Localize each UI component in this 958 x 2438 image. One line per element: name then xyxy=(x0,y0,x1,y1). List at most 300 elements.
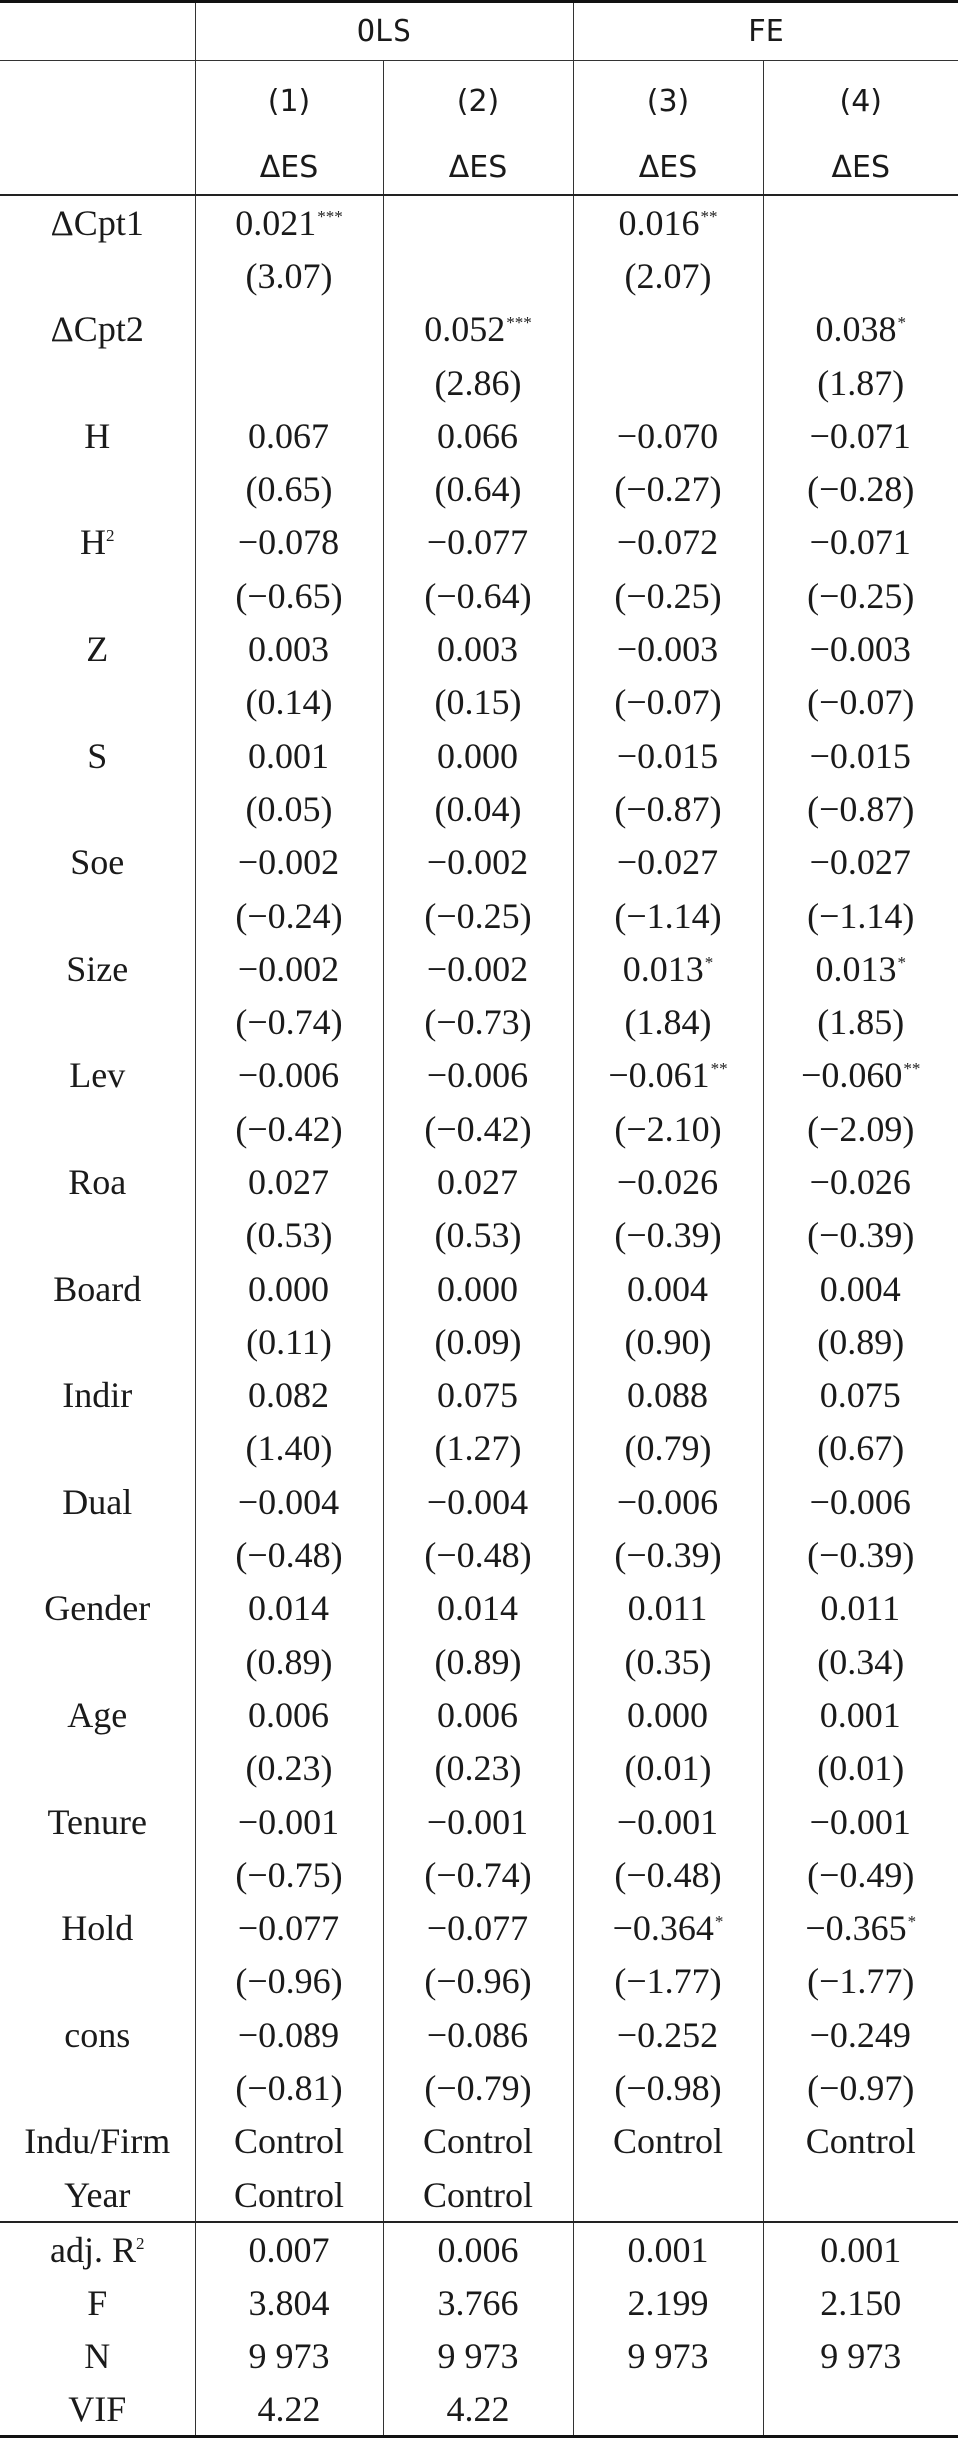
t-statistic-cell: (−1.14) xyxy=(573,889,763,942)
significance-stars: ** xyxy=(700,206,718,226)
t-statistic-cell: (−0.24) xyxy=(195,889,383,942)
coefficient-cell xyxy=(573,1475,763,1528)
coefficient-value: 0.000 xyxy=(627,1694,708,1735)
variable-label xyxy=(0,1262,195,1315)
control-label: Year xyxy=(0,2168,195,2222)
coefficient-value: 0.075 xyxy=(437,1375,518,1416)
statistic-cell: 9 973 xyxy=(195,2329,383,2382)
statistic-cell xyxy=(573,2382,763,2437)
coefficient-value: 0.027 xyxy=(248,1161,329,1202)
significance-stars: *** xyxy=(506,313,532,333)
control-cell xyxy=(573,2168,763,2222)
coefficient-cell xyxy=(573,1155,763,1208)
row-label-text: Hold xyxy=(61,1908,134,1949)
row-label-text: Lev xyxy=(69,1055,126,1096)
variable-label xyxy=(0,516,195,569)
coefficient-row xyxy=(0,516,958,569)
t-statistic-cell: (−0.39) xyxy=(573,1209,763,1262)
coefficient-cell xyxy=(573,836,763,889)
t-statistic-row xyxy=(0,249,958,302)
t-statistic-cell: (−0.79) xyxy=(383,2061,573,2114)
t-statistic-cell: (0.01) xyxy=(573,1742,763,1795)
control-cell: Control xyxy=(763,2115,958,2168)
t-statistic-cell xyxy=(383,249,573,302)
t-statistic-row xyxy=(0,1102,958,1155)
t-statistic-cell: (0.65) xyxy=(195,462,383,515)
coefficient-value: −0.252 xyxy=(616,2014,719,2055)
coefficient-row xyxy=(0,1582,958,1635)
coefficient-value: −0.002 xyxy=(237,842,340,883)
coefficient-value: −0.077 xyxy=(426,1908,529,1949)
coefficient-value: 0.001 xyxy=(819,1694,901,1735)
coefficient-cell xyxy=(195,942,383,995)
variable-label xyxy=(0,1155,195,1208)
coefficient-value: −0.089 xyxy=(237,2014,340,2055)
variable-label xyxy=(0,1369,195,1422)
blank-label-cell xyxy=(0,889,195,942)
coefficient-cell xyxy=(383,942,573,995)
coefficient-cell xyxy=(383,516,573,569)
row-label-text: Dual xyxy=(62,1481,133,1522)
coefficient-cell xyxy=(383,1795,573,1848)
t-statistic-cell: (−0.87) xyxy=(763,782,958,835)
t-statistic-cell: (−0.48) xyxy=(195,1528,383,1581)
blank-label-cell xyxy=(0,1315,195,1368)
coefficient-cell xyxy=(573,195,763,249)
blank-label-cell xyxy=(0,462,195,515)
coefficient-value: 0.006 xyxy=(437,1694,518,1735)
coefficient-cell xyxy=(763,1902,958,1955)
coefficient-value: −0.015 xyxy=(809,735,911,776)
t-statistic-cell: (−0.28) xyxy=(763,462,958,515)
t-statistic-cell: (2.07) xyxy=(573,249,763,302)
control-cell: Control xyxy=(195,2168,383,2222)
header-blank-cell xyxy=(0,141,195,195)
t-statistic-cell: (−0.42) xyxy=(383,1102,573,1155)
statistic-cell: 0.006 xyxy=(383,2222,573,2276)
t-statistic-row xyxy=(0,1528,958,1581)
statistic-cell: 9 973 xyxy=(573,2329,763,2382)
coefficient-value: 0.088 xyxy=(627,1375,708,1416)
control-cell: Control xyxy=(195,2115,383,2168)
blank-label-cell xyxy=(0,249,195,302)
coefficient-value: 0.000 xyxy=(437,1268,518,1309)
coefficient-cell xyxy=(195,1262,383,1315)
coefficient-value: 0.052 xyxy=(424,309,506,350)
label-superscript: 2 xyxy=(136,2233,145,2253)
coefficient-value: 0.075 xyxy=(819,1375,901,1416)
t-statistic-cell: (−0.64) xyxy=(383,569,573,622)
significance-stars: * xyxy=(907,1912,917,1932)
column-number-header: (2) xyxy=(383,61,573,142)
statistic-label xyxy=(0,2276,195,2329)
coefficient-row xyxy=(0,195,958,249)
t-statistic-row xyxy=(0,1635,958,1688)
coefficient-value: −0.004 xyxy=(237,1481,340,1522)
t-statistic-row xyxy=(0,356,958,409)
coefficient-value: −0.060 xyxy=(801,1055,903,1096)
coefficient-value: −0.003 xyxy=(809,629,911,670)
statistic-cell: 4.22 xyxy=(195,2382,383,2437)
t-statistic-cell: (−0.97) xyxy=(763,2061,958,2114)
coefficient-value: −0.026 xyxy=(809,1161,911,1202)
dependent-variable-header: ΔES xyxy=(195,141,383,195)
blank-label-cell xyxy=(0,782,195,835)
coefficient-row xyxy=(0,622,958,675)
t-statistic-cell: (−0.49) xyxy=(763,1848,958,1901)
coefficient-value: 0.016 xyxy=(618,202,700,243)
coefficient-row xyxy=(0,729,958,782)
t-statistic-cell: (1.84) xyxy=(573,995,763,1048)
coefficient-cell xyxy=(383,1582,573,1635)
statistic-cell xyxy=(763,2382,958,2437)
coefficient-cell xyxy=(383,1475,573,1528)
t-statistic-cell xyxy=(573,356,763,409)
statistic-label xyxy=(0,2382,195,2437)
t-statistic-row xyxy=(0,462,958,515)
t-statistic-cell: (−0.74) xyxy=(195,995,383,1048)
t-statistic-cell: (1.85) xyxy=(763,995,958,1048)
t-statistic-cell: (0.01) xyxy=(763,1742,958,1795)
t-statistic-cell: (0.04) xyxy=(383,782,573,835)
t-statistic-cell: (−0.25) xyxy=(763,569,958,622)
coefficient-value: 0.001 xyxy=(248,735,329,776)
group-header-fe: FE xyxy=(573,2,958,61)
variable-label xyxy=(0,195,195,249)
row-label-text: Roa xyxy=(68,1161,127,1202)
control-cell xyxy=(763,2168,958,2222)
coefficient-cell xyxy=(763,1369,958,1422)
coefficient-cell xyxy=(195,1688,383,1741)
t-statistic-cell: (−0.74) xyxy=(383,1848,573,1901)
coefficient-row xyxy=(0,1795,958,1848)
coefficient-cell xyxy=(383,303,573,356)
coefficient-value: 0.003 xyxy=(437,629,518,670)
statistic-row xyxy=(0,2276,958,2329)
coefficient-cell xyxy=(573,1795,763,1848)
coefficient-value: −0.061 xyxy=(608,1055,710,1096)
statistic-label xyxy=(0,2222,195,2276)
blank-label-cell xyxy=(0,356,195,409)
row-label-text: cons xyxy=(64,2014,131,2055)
significance-stars: * xyxy=(714,1912,724,1932)
coefficient-cell xyxy=(195,195,383,249)
coefficient-cell xyxy=(573,303,763,356)
t-statistic-cell: (−0.39) xyxy=(763,1528,958,1581)
row-label-text: Gender xyxy=(44,1588,151,1629)
blank-label-cell xyxy=(0,1422,195,1475)
t-statistic-row xyxy=(0,1315,958,1368)
coefficient-cell xyxy=(763,729,958,782)
coefficient-value: −0.006 xyxy=(809,1481,911,1522)
coefficient-cell xyxy=(573,409,763,462)
blank-label-cell xyxy=(0,1742,195,1795)
significance-stars: *** xyxy=(317,206,343,226)
statistic-label xyxy=(0,2329,195,2382)
t-statistic-row xyxy=(0,1422,958,1475)
coefficient-value: −0.026 xyxy=(616,1161,719,1202)
t-statistic-row xyxy=(0,1848,958,1901)
row-label-text: adj. R xyxy=(50,2229,136,2270)
variable-label xyxy=(0,1049,195,1102)
coefficient-value: 0.014 xyxy=(248,1588,329,1629)
statistic-row xyxy=(0,2329,958,2382)
t-statistic-cell xyxy=(763,249,958,302)
t-statistic-cell: (−0.39) xyxy=(573,1528,763,1581)
statistic-cell: 9 973 xyxy=(383,2329,573,2382)
row-label-text: Tenure xyxy=(47,1801,147,1842)
statistic-cell: 0.007 xyxy=(195,2222,383,2276)
coefficient-cell xyxy=(195,1795,383,1848)
coefficient-value: 0.011 xyxy=(627,1588,708,1629)
coefficient-cell xyxy=(195,836,383,889)
t-statistic-cell: (0.09) xyxy=(383,1315,573,1368)
variable-label xyxy=(0,729,195,782)
variable-label xyxy=(0,409,195,462)
coefficient-value: −0.001 xyxy=(426,1801,529,1842)
coefficient-value: 0.000 xyxy=(437,735,518,776)
coefficient-value: 0.013 xyxy=(815,948,897,989)
t-statistic-cell: (−0.87) xyxy=(573,782,763,835)
t-statistic-row xyxy=(0,782,958,835)
row-label-text: ΔCpt1 xyxy=(50,202,144,243)
variable-label xyxy=(0,1475,195,1528)
column-number-header: (1) xyxy=(195,61,383,142)
t-statistic-cell: (−0.96) xyxy=(383,1955,573,2008)
coefficient-cell xyxy=(763,1475,958,1528)
coefficient-value: −0.072 xyxy=(616,522,719,563)
row-label-text: Soe xyxy=(70,842,125,883)
variable-label xyxy=(0,2008,195,2061)
t-statistic-row xyxy=(0,676,958,729)
row-label-text: S xyxy=(87,735,108,776)
significance-stars: ** xyxy=(903,1059,921,1079)
coefficient-value: 0.004 xyxy=(819,1268,901,1309)
blank-label-cell xyxy=(0,1635,195,1688)
t-statistic-cell: (−0.98) xyxy=(573,2061,763,2114)
coefficient-cell xyxy=(195,2008,383,2061)
coefficient-value: −0.027 xyxy=(809,842,911,883)
coefficient-value: −0.027 xyxy=(616,842,719,883)
coefficient-value: 0.021 xyxy=(235,202,317,243)
header-corner-cell xyxy=(0,2,195,61)
coefficient-value: −0.077 xyxy=(237,1908,340,1949)
blank-label-cell xyxy=(0,1528,195,1581)
t-statistic-cell: (0.89) xyxy=(383,1635,573,1688)
significance-stars: * xyxy=(897,952,906,972)
coefficient-value: −0.006 xyxy=(237,1055,340,1096)
coefficient-value: −0.071 xyxy=(809,415,911,456)
coefficient-cell xyxy=(195,1582,383,1635)
dependent-variable-header: ΔES xyxy=(573,141,763,195)
statistic-cell: 0.001 xyxy=(763,2222,958,2276)
statistic-cell: 2.199 xyxy=(573,2276,763,2329)
coefficient-cell xyxy=(763,2008,958,2061)
blank-label-cell xyxy=(0,676,195,729)
control-cell: Control xyxy=(383,2168,573,2222)
coefficient-cell xyxy=(573,2008,763,2061)
t-statistic-cell: (−2.09) xyxy=(763,1102,958,1155)
coefficient-value: 0.013 xyxy=(622,948,704,989)
statistic-cell: 9 973 xyxy=(763,2329,958,2382)
t-statistic-cell xyxy=(195,356,383,409)
coefficient-cell xyxy=(195,729,383,782)
coefficient-row xyxy=(0,836,958,889)
t-statistic-cell: (−0.48) xyxy=(573,1848,763,1901)
t-statistic-cell: (0.89) xyxy=(195,1635,383,1688)
coefficient-row xyxy=(0,303,958,356)
blank-label-cell xyxy=(0,1102,195,1155)
coefficient-cell xyxy=(383,1902,573,1955)
coefficient-row xyxy=(0,1688,958,1741)
blank-label-cell xyxy=(0,1209,195,1262)
row-label-text: H xyxy=(84,415,111,456)
blank-label-cell xyxy=(0,569,195,622)
row-label-text: Size xyxy=(66,948,129,989)
coefficient-row xyxy=(0,1049,958,1102)
t-statistic-cell: (1.27) xyxy=(383,1422,573,1475)
t-statistic-cell: (−0.48) xyxy=(383,1528,573,1581)
coefficient-value: −0.077 xyxy=(426,522,529,563)
t-statistic-cell: (−0.25) xyxy=(573,569,763,622)
coefficient-cell xyxy=(383,409,573,462)
coefficient-cell xyxy=(573,1902,763,1955)
control-row xyxy=(0,2115,958,2168)
coefficient-row xyxy=(0,409,958,462)
coefficient-row xyxy=(0,1369,958,1422)
coefficient-cell xyxy=(383,1369,573,1422)
t-statistic-cell: (0.89) xyxy=(763,1315,958,1368)
row-label-text: VIF xyxy=(68,2388,127,2429)
coefficient-cell xyxy=(195,1369,383,1422)
t-statistic-cell: (−0.07) xyxy=(573,676,763,729)
t-statistic-cell: (0.23) xyxy=(195,1742,383,1795)
coefficient-cell xyxy=(383,1049,573,1102)
coefficient-cell xyxy=(763,1049,958,1102)
t-statistic-row xyxy=(0,995,958,1048)
coefficient-cell xyxy=(195,1049,383,1102)
t-statistic-cell: (−0.96) xyxy=(195,1955,383,2008)
coefficient-value: 0.067 xyxy=(248,415,329,456)
header-columns-row xyxy=(0,61,958,142)
coefficient-value: −0.002 xyxy=(426,842,529,883)
dependent-variable-header: ΔES xyxy=(763,141,958,195)
coefficient-value: −0.070 xyxy=(616,415,719,456)
coefficient-value: −0.006 xyxy=(426,1055,529,1096)
coefficient-cell xyxy=(763,1155,958,1208)
t-statistic-cell: (0.14) xyxy=(195,676,383,729)
coefficient-cell xyxy=(573,516,763,569)
t-statistic-row xyxy=(0,569,958,622)
header-blank-cell xyxy=(0,61,195,142)
coefficient-row xyxy=(0,1262,958,1315)
control-label: Indu/Firm xyxy=(24,2121,171,2162)
coefficient-value: 0.011 xyxy=(820,1588,901,1629)
row-label-text: F xyxy=(87,2282,108,2323)
row-label-text: H xyxy=(80,522,106,563)
coefficient-value: 0.004 xyxy=(627,1268,708,1309)
coefficient-cell xyxy=(195,516,383,569)
coefficient-value: −0.071 xyxy=(809,522,911,563)
t-statistic-cell: (1.87) xyxy=(763,356,958,409)
statistic-row xyxy=(0,2382,958,2437)
row-label-text: Indir xyxy=(62,1375,133,1416)
coefficient-row xyxy=(0,1902,958,1955)
significance-stars: * xyxy=(897,313,906,333)
coefficient-cell xyxy=(763,1795,958,1848)
coefficient-value: −0.001 xyxy=(616,1801,719,1842)
t-statistic-row xyxy=(0,889,958,942)
coefficient-cell xyxy=(383,1155,573,1208)
significance-stars: * xyxy=(704,952,714,972)
coefficient-value: −0.364 xyxy=(612,1908,714,1949)
coefficient-cell xyxy=(763,195,958,249)
t-statistic-cell: (−0.81) xyxy=(195,2061,383,2114)
row-label-text: N xyxy=(84,2335,111,2376)
coefficient-cell xyxy=(383,195,573,249)
t-statistic-cell: (2.86) xyxy=(383,356,573,409)
t-statistic-cell: (−0.27) xyxy=(573,462,763,515)
coefficient-cell xyxy=(763,303,958,356)
statistic-cell: 0.001 xyxy=(573,2222,763,2276)
table-body xyxy=(0,2,958,2437)
coefficient-cell xyxy=(573,1688,763,1741)
statistic-cell: 3.766 xyxy=(383,2276,573,2329)
variable-label xyxy=(0,1795,195,1848)
blank-label-cell xyxy=(0,1848,195,1901)
t-statistic-cell: (0.90) xyxy=(573,1315,763,1368)
coefficient-value: 0.014 xyxy=(437,1588,518,1629)
blank-label-cell xyxy=(0,1955,195,2008)
t-statistic-cell: (1.40) xyxy=(195,1422,383,1475)
row-label-text: Z xyxy=(86,629,109,670)
t-statistic-row xyxy=(0,1742,958,1795)
control-cell: Control xyxy=(383,2115,573,2168)
coefficient-cell xyxy=(763,1688,958,1741)
t-statistic-cell: (0.67) xyxy=(763,1422,958,1475)
coefficient-cell xyxy=(573,1582,763,1635)
blank-label-cell xyxy=(0,995,195,1048)
coefficient-row xyxy=(0,942,958,995)
t-statistic-cell: (0.79) xyxy=(573,1422,763,1475)
coefficient-value: −0.086 xyxy=(426,2014,529,2055)
variable-label xyxy=(0,836,195,889)
label-superscript: 2 xyxy=(106,526,115,546)
t-statistic-cell: (0.53) xyxy=(195,1209,383,1262)
statistic-cell: 3.804 xyxy=(195,2276,383,2329)
row-label-text: Age xyxy=(67,1694,128,1735)
coefficient-value: −0.006 xyxy=(616,1481,719,1522)
coefficient-value: −0.078 xyxy=(237,522,340,563)
coefficient-row xyxy=(0,2008,958,2061)
dependent-variable-header: ΔES xyxy=(383,141,573,195)
coefficient-cell xyxy=(573,729,763,782)
coefficient-value: −0.365 xyxy=(805,1908,907,1949)
coefficient-value: 0.000 xyxy=(248,1268,329,1309)
t-statistic-cell: (3.07) xyxy=(195,249,383,302)
coefficient-cell xyxy=(195,303,383,356)
variable-label xyxy=(0,1688,195,1741)
t-statistic-cell: (0.35) xyxy=(573,1635,763,1688)
t-statistic-cell: (0.34) xyxy=(763,1635,958,1688)
column-number-header: (4) xyxy=(763,61,958,142)
coefficient-value: 0.003 xyxy=(248,629,329,670)
coefficient-value: −0.003 xyxy=(616,629,719,670)
statistic-row xyxy=(0,2222,958,2276)
t-statistic-cell: (0.11) xyxy=(195,1315,383,1368)
t-statistic-cell: (0.15) xyxy=(383,676,573,729)
coefficient-cell xyxy=(763,942,958,995)
